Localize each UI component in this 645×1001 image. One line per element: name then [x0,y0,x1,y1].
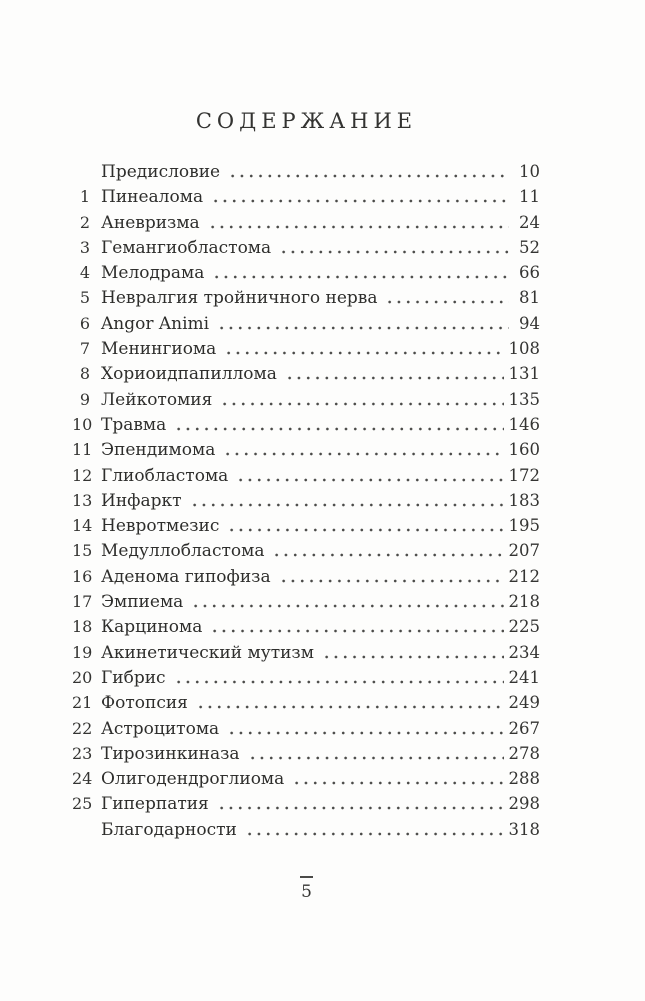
chapter-page-number: 11 [519,187,540,207]
chapter-page-number: 66 [519,263,540,283]
toc-entry [72,513,540,538]
dot-leader [277,235,509,260]
chapter-number: 14 [72,516,93,536]
chapter-page-number: 249 [508,693,540,713]
toc-entry [72,210,540,235]
chapter-title: Хориоидпапиллома [101,364,277,385]
dot-leader [221,437,503,462]
chapter-page-number: 225 [508,617,540,637]
toc-entry [72,387,540,412]
chapter-page-number: 135 [508,389,540,409]
chapter-title: Гиперпатия [101,794,209,815]
toc-entry [72,564,540,589]
chapter-title: Аневризма [101,212,200,233]
dot-leader [194,690,504,715]
toc-entry [72,665,540,690]
chapter-title: Карцинома [101,617,203,638]
dot-leader [189,589,503,614]
toc-entry [72,488,540,513]
toc-entry [72,791,540,816]
dot-leader [383,285,509,310]
chapter-title: Инфаркт [101,490,182,511]
dot-leader [222,336,503,361]
chapter-number: 7 [79,339,90,359]
dot-leader [225,513,503,538]
toc-entry [72,741,540,766]
chapter-title: Благодарности [101,819,237,840]
chapter-number: 18 [72,617,93,637]
chapter-title: Невротмезис [101,516,220,537]
chapter-number: 23 [72,743,93,763]
dot-leader [172,665,504,690]
chapter-page-number: 24 [519,212,540,232]
toc-entry [72,437,540,462]
dot-leader [210,260,509,285]
chapter-number: 4 [79,263,90,283]
toc-entry [72,361,540,386]
chapter-title: Тирозинкиназа [101,743,240,764]
chapter-number: 20 [72,667,93,687]
chapter-number: 6 [79,313,90,333]
chapter-page-number: 10 [519,162,540,181]
dot-leader [243,817,504,842]
chapter-title: Мелодрама [101,263,205,284]
dot-leader [283,361,504,386]
chapter-title: Глиобластома [101,465,229,486]
toc-entry [72,311,540,336]
chapter-page-number: 183 [508,490,540,510]
toc-entry [72,235,540,260]
folio-rule [300,876,313,878]
chapter-title: Травма [101,414,167,435]
toc-entry [72,690,540,715]
chapter-page-number: 234 [508,642,540,662]
toc-entry [72,716,540,741]
chapter-title: Астроцитома [101,718,220,739]
dot-leader [208,614,503,639]
toc-entry [72,817,540,842]
toc-entry [72,766,540,791]
toc-entry [72,614,540,639]
chapter-title: Angor Animi [101,313,210,334]
chapter-number: 24 [72,769,93,789]
chapter-title: Лейкотомия [101,389,213,410]
chapter-title: Гемангиобластома [101,237,272,258]
chapter-page-number: 108 [508,339,540,359]
chapter-title: Гибрис [101,667,166,688]
chapter-title: Медуллобластома [101,541,265,562]
chapter-number: 1 [79,187,90,207]
chapter-number: 25 [72,794,93,814]
chapter-number: 3 [79,237,90,257]
chapter-number: 15 [72,541,93,561]
chapter-page-number: 318 [508,819,540,839]
toc-entry [72,589,540,614]
toc-entry [72,538,540,563]
toc-entry [72,640,540,665]
chapter-page-number: 94 [519,313,540,333]
toc-entry [72,184,540,209]
chapter-page-number: 195 [508,516,540,536]
toc-entry [72,412,540,437]
dot-leader [290,766,503,791]
chapter-title: Невралгия тройничного нерва [101,288,378,309]
chapter-title: Эпендимома [101,440,216,461]
dot-leader [209,184,509,209]
chapter-number: 19 [72,642,93,662]
chapter-page-number: 241 [508,667,540,687]
chapter-number: 16 [72,566,93,586]
toc-list [72,159,540,842]
chapter-number: 8 [79,364,90,384]
dot-leader [225,716,503,741]
chapter-number: 13 [72,490,93,510]
chapter-number: 2 [79,212,90,232]
dot-leader [277,564,504,589]
chapter-number: 22 [72,718,93,738]
chapter-page-number: 160 [508,440,540,460]
dot-leader [188,488,504,513]
dot-leader [234,463,503,488]
toc-entry [72,336,540,361]
toc-entry [72,159,540,184]
dot-leader [218,387,503,412]
dot-leader [206,210,509,235]
chapter-title: Менингиома [101,339,217,360]
dot-leader [215,311,509,336]
chapter-title: Фотопсия [101,693,188,714]
chapter-page-number: 218 [508,592,540,612]
chapter-page-number: 131 [508,364,540,384]
chapter-page-number: 81 [519,288,540,308]
chapter-number: 21 [72,693,93,713]
chapter-page-number: 146 [508,414,540,434]
chapter-page-number: 298 [508,794,540,814]
toc-entry [72,463,540,488]
chapter-title: Олигодендроглиома [101,769,285,790]
chapter-page-number: 278 [508,743,540,763]
dot-leader [226,159,509,184]
chapter-page-number: 172 [508,465,540,485]
chapter-page-number: 52 [519,237,540,257]
dot-leader [215,791,504,816]
chapter-title: Эмпиема [101,592,184,613]
chapter-page-number: 288 [508,769,540,789]
chapter-title: Аденома гипофиза [101,566,271,587]
chapter-page-number: 207 [508,541,540,561]
chapter-number: 11 [72,440,93,460]
chapter-page-number: 212 [508,566,540,586]
folio-number: 5 [301,881,312,902]
chapter-number: 17 [72,592,93,612]
chapter-number: 5 [79,288,90,308]
dot-leader [320,640,504,665]
toc-entry [72,260,540,285]
chapter-title: Акинетический мутизм [101,642,314,663]
chapter-number: 10 [72,414,93,434]
chapter-number: 9 [79,389,90,409]
page-title: СОДЕРЖАНИЕ [195,109,418,133]
chapter-title: Предисловие [101,162,221,182]
chapter-page-number: 267 [508,718,540,738]
chapter-number: 12 [72,465,93,485]
chapter-title: Пинеалома [101,187,204,208]
page-folio [0,876,613,901]
toc-entry [72,285,540,310]
dot-leader [246,741,504,766]
dot-leader [270,538,503,563]
dot-leader [172,412,503,437]
